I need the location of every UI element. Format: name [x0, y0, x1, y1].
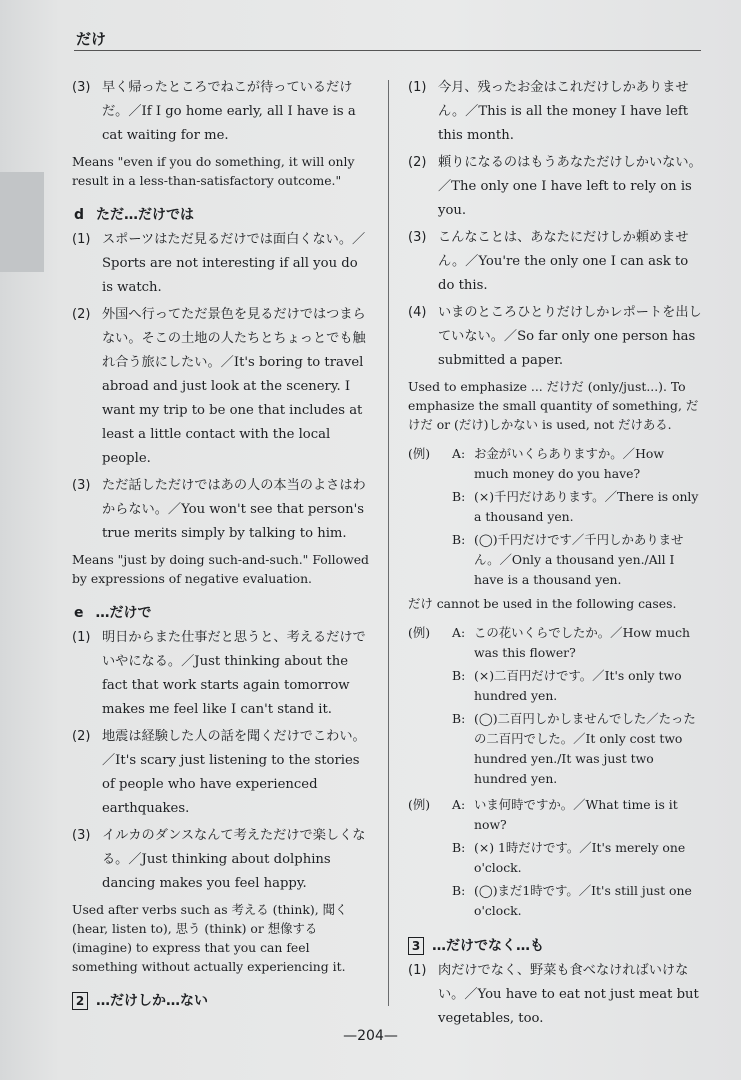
- example-d2: (2) 外国へ行ってただ景色を見るだけではつまらない。そこの土地の人たちとちょっとでも触れ合う旅にしたい。／It's boring to travel abroad and just look at the scenery. I want my trip to be one that includes at least a little contact with the local people.: [72, 307, 366, 466]
- left-column: [72, 76, 372, 1014]
- usage-note: Means "even if you do something, it will only result in a less-than-satisfactory outcome.": [72, 154, 355, 188]
- dialogue-line: B: (×)二百円だけです。／It's only two hundred yen.: [452, 668, 682, 703]
- column-divider: [388, 80, 389, 1006]
- dialogue-example-3: [408, 795, 702, 921]
- page-number: —204—: [343, 1028, 398, 1044]
- example-r1: (1) 今月、残ったお金はこれだけしかありません。／This is all the money I have left this month.: [408, 80, 689, 143]
- example-r2: (2) 頼りになるのはもうあなただけしかいない。／The only one I have left to rely on is you.: [408, 155, 702, 218]
- example-d3: (3) ただ話しただけではあの人の本当のよさはわからない。／You won't see that person's true merits simply by talking to him.: [72, 478, 366, 541]
- dialogue-example-1: [408, 444, 702, 590]
- example-e2: (2) 地震は経験した人の話を聞くだけでこわい。／It's scary just listening to the stories of people who have experienced earthquakes.: [72, 729, 366, 816]
- example-e1: (1) 明日からまた仕事だと思うと、考えるだけでいやになる。／Just thinking about the fact that work starts again tomorrow makes me feel like I can't stand it.: [72, 630, 366, 717]
- example-r3: (3) こんなことは、あなたにだけしか頼めません。／You're the only one I can ask to do this.: [408, 230, 689, 293]
- dialogue-line: B: (×) 1時だけです。／It's merely one o'clock.: [452, 840, 686, 875]
- example-r4: (4) いまのところひとりだけしかレポートを出していない。／So far only one person has submitted a paper.: [408, 305, 702, 368]
- right-column: [408, 76, 702, 1034]
- section-3-heading: 3 …だけでなく…も: [408, 935, 702, 955]
- usage-note: Used after verbs such as 考える (think), 聞く (hear, listen to), 思う (think) or 想像する (imagine) to express that you can feel something without actually experiencing it.: [72, 902, 348, 974]
- dialogue-line: (例) A: この花いくらでしたか。／How much was this flower?: [408, 625, 691, 660]
- header-rule: [74, 50, 701, 51]
- example-s3-1: (1) 肉だけでなく、野菜も食べなければいけない。／You have to eat not just meat but vegetables, too.: [408, 963, 699, 1026]
- example-3: (3) 早く帰ったところでねこが待っているだけだ。／If I go home early, all I have is a cat waiting for me.: [72, 80, 356, 143]
- thumb-index-tab: [0, 172, 44, 272]
- usage-note: Used to emphasize ... だけだ (only/just...). To emphasize the small quantity of something, だけだ or (だけ)しかない is used, not だけある.: [408, 379, 699, 432]
- dialogue-line: (例) A: いま何時ですか。／What time is it now?: [408, 797, 678, 832]
- usage-note: だけ cannot be used in the following cases.: [408, 596, 677, 611]
- dialogue-line: B: (×)千円だけあります。／There is only a thousand yen.: [452, 489, 699, 524]
- section-d-heading: d ただ…だけでは: [74, 207, 195, 223]
- section-e-heading: e …だけで: [74, 605, 152, 621]
- section-2-heading: 2 …だけしか…ない: [72, 990, 372, 1010]
- example-d1: (1) スポーツはただ見るだけでは面白くない。／Sports are not interesting if all you do is watch.: [72, 232, 366, 295]
- dialogue-line: B: (◯)千円だけです／千円しかありません。／Only a thousand yen./All I have is a thousand yen.: [452, 532, 684, 587]
- dialogue-line: B: (◯)二百円しかしませんでした／たったの二百円でした。／It only cost two hundred yen./It was just two hundred yen.: [452, 711, 696, 786]
- dialogue-line: B: (◯)まだ1時です。／It's still just one o'clock.: [452, 883, 692, 918]
- example-e3: (3) イルカのダンスなんて考えただけで楽しくなる。／Just thinking about dolphins dancing makes you feel happy.: [72, 828, 366, 891]
- running-header: だけ: [76, 30, 107, 48]
- dialogue-example-2: [408, 623, 702, 789]
- usage-note: Means "just by doing such-and-such." Followed by expressions of negative evaluation.: [72, 552, 369, 586]
- dialogue-line: (例) A: お金がいくらありますか。／How much money do you have?: [408, 446, 664, 481]
